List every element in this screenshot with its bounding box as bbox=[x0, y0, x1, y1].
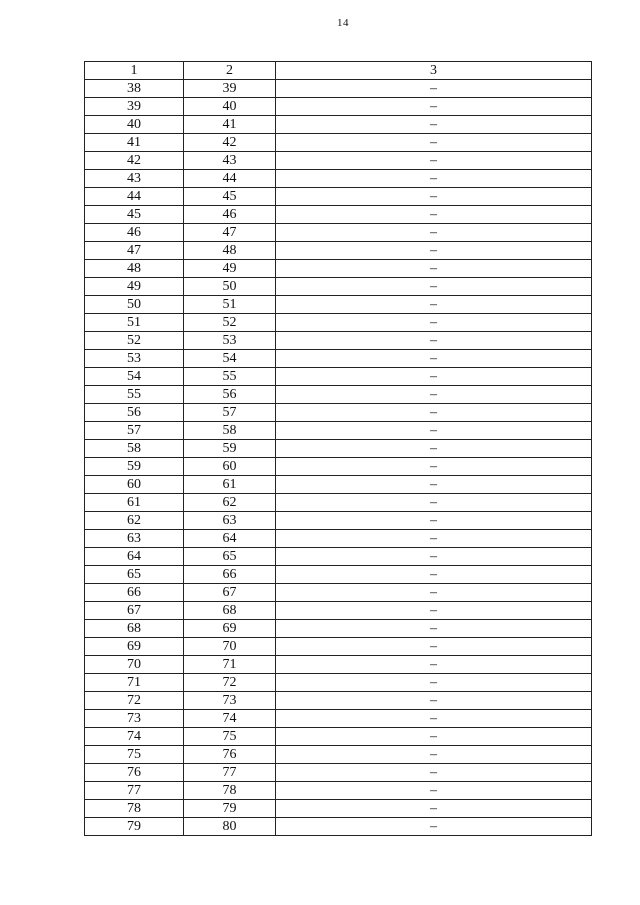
table-cell-col3: – bbox=[276, 98, 592, 116]
table-cell-col1: 71 bbox=[85, 674, 184, 692]
table-row bbox=[85, 350, 592, 368]
table-cell-col2: 80 bbox=[184, 818, 276, 836]
table-cell-col1: 63 bbox=[85, 530, 184, 548]
table-cell-col3: – bbox=[276, 548, 592, 566]
table-cell-col1: 47 bbox=[85, 242, 184, 260]
table-cell-col3: – bbox=[276, 116, 592, 134]
table-cell-col2: 74 bbox=[184, 710, 276, 728]
table-cell-col1: 38 bbox=[85, 80, 184, 98]
table-row bbox=[85, 800, 592, 818]
table-row bbox=[85, 566, 592, 584]
table-cell-col1: 41 bbox=[85, 134, 184, 152]
table-cell-col2: 76 bbox=[184, 746, 276, 764]
table-cell-col3: – bbox=[276, 710, 592, 728]
table-cell-col3: – bbox=[276, 602, 592, 620]
table-cell-col2: 64 bbox=[184, 530, 276, 548]
table-cell-col3: – bbox=[276, 206, 592, 224]
table-cell-col3: – bbox=[276, 530, 592, 548]
table-row bbox=[85, 422, 592, 440]
table-cell-col1: 57 bbox=[85, 422, 184, 440]
table-cell-col1: 62 bbox=[85, 512, 184, 530]
table-cell-col3: – bbox=[276, 494, 592, 512]
table-cell-col2: 67 bbox=[184, 584, 276, 602]
table-cell-col2: 49 bbox=[184, 260, 276, 278]
table-row bbox=[85, 404, 592, 422]
table-cell-col2: 69 bbox=[184, 620, 276, 638]
table-cell-col3: – bbox=[276, 314, 592, 332]
table-cell-col2: 63 bbox=[184, 512, 276, 530]
table-row bbox=[85, 818, 592, 836]
table-cell-col2: 40 bbox=[184, 98, 276, 116]
table-cell-col2: 70 bbox=[184, 638, 276, 656]
table-row bbox=[85, 170, 592, 188]
table-cell-col3: – bbox=[276, 260, 592, 278]
table-cell-col3: – bbox=[276, 440, 592, 458]
table-cell-col3: – bbox=[276, 764, 592, 782]
table-header-row bbox=[85, 62, 592, 80]
table-cell-col1: 78 bbox=[85, 800, 184, 818]
table-row bbox=[85, 440, 592, 458]
table-cell-col3: – bbox=[276, 512, 592, 530]
table-cell-col3: – bbox=[276, 332, 592, 350]
table-cell-col2: 54 bbox=[184, 350, 276, 368]
table-row bbox=[85, 368, 592, 386]
table-cell-col1: 73 bbox=[85, 710, 184, 728]
table-row bbox=[85, 692, 592, 710]
table-cell-col2: 78 bbox=[184, 782, 276, 800]
table-cell-col1: 79 bbox=[85, 818, 184, 836]
table-row bbox=[85, 494, 592, 512]
table-cell-col1: 52 bbox=[85, 332, 184, 350]
table-cell-col1: 45 bbox=[85, 206, 184, 224]
table-cell-col2: 71 bbox=[184, 656, 276, 674]
table-cell-col1: 65 bbox=[85, 566, 184, 584]
table-cell-col3: – bbox=[276, 782, 592, 800]
table-cell-col3: – bbox=[276, 404, 592, 422]
table-cell-col1: 56 bbox=[85, 404, 184, 422]
table-cell-col3: – bbox=[276, 242, 592, 260]
table-row bbox=[85, 674, 592, 692]
table-cell-col1: 76 bbox=[85, 764, 184, 782]
table-cell-col2: 65 bbox=[184, 548, 276, 566]
table-cell-col2: 62 bbox=[184, 494, 276, 512]
table-cell-col2: 46 bbox=[184, 206, 276, 224]
table-cell-col2: 59 bbox=[184, 440, 276, 458]
table-row bbox=[85, 638, 592, 656]
table-cell-col3: – bbox=[276, 458, 592, 476]
table-row bbox=[85, 512, 592, 530]
table-cell-col2: 68 bbox=[184, 602, 276, 620]
table-cell-col3: – bbox=[276, 584, 592, 602]
table-row bbox=[85, 728, 592, 746]
table-cell-col1: 40 bbox=[85, 116, 184, 134]
column-header-2: 2 bbox=[184, 62, 276, 80]
table-row bbox=[85, 656, 592, 674]
table-cell-col1: 48 bbox=[85, 260, 184, 278]
table-row bbox=[85, 152, 592, 170]
table-cell-col1: 72 bbox=[85, 692, 184, 710]
table-cell-col3: – bbox=[276, 278, 592, 296]
table-cell-col2: 57 bbox=[184, 404, 276, 422]
table-cell-col3: – bbox=[276, 350, 592, 368]
table-cell-col1: 54 bbox=[85, 368, 184, 386]
table-body bbox=[85, 62, 592, 836]
table-cell-col1: 42 bbox=[85, 152, 184, 170]
table-row bbox=[85, 188, 592, 206]
table-cell-col2: 75 bbox=[184, 728, 276, 746]
table-cell-col1: 43 bbox=[85, 170, 184, 188]
table-cell-col1: 61 bbox=[85, 494, 184, 512]
table-cell-col2: 43 bbox=[184, 152, 276, 170]
table-cell-col3: – bbox=[276, 170, 592, 188]
table-row bbox=[85, 296, 592, 314]
table-cell-col1: 53 bbox=[85, 350, 184, 368]
table-cell-col1: 60 bbox=[85, 476, 184, 494]
table-row bbox=[85, 548, 592, 566]
table-row bbox=[85, 476, 592, 494]
table-cell-col3: – bbox=[276, 818, 592, 836]
table-cell-col1: 55 bbox=[85, 386, 184, 404]
table-cell-col2: 51 bbox=[184, 296, 276, 314]
table-cell-col2: 55 bbox=[184, 368, 276, 386]
table-row bbox=[85, 386, 592, 404]
table-cell-col3: – bbox=[276, 80, 592, 98]
table-row bbox=[85, 206, 592, 224]
table-row bbox=[85, 134, 592, 152]
table-row bbox=[85, 530, 592, 548]
table-cell-col1: 49 bbox=[85, 278, 184, 296]
table-cell-col3: – bbox=[276, 656, 592, 674]
table-cell-col3: – bbox=[276, 188, 592, 206]
table-cell-col3: – bbox=[276, 746, 592, 764]
table-cell-col2: 44 bbox=[184, 170, 276, 188]
table-cell-col1: 67 bbox=[85, 602, 184, 620]
table-cell-col2: 48 bbox=[184, 242, 276, 260]
table-cell-col2: 45 bbox=[184, 188, 276, 206]
table-cell-col3: – bbox=[276, 692, 592, 710]
table-cell-col1: 51 bbox=[85, 314, 184, 332]
table-cell-col1: 70 bbox=[85, 656, 184, 674]
table-row bbox=[85, 116, 592, 134]
table-cell-col1: 44 bbox=[85, 188, 184, 206]
table-cell-col3: – bbox=[276, 728, 592, 746]
table-cell-col1: 39 bbox=[85, 98, 184, 116]
table-row bbox=[85, 584, 592, 602]
table-cell-col2: 56 bbox=[184, 386, 276, 404]
column-header-3: 3 bbox=[276, 62, 592, 80]
table-cell-col1: 59 bbox=[85, 458, 184, 476]
table-cell-col1: 75 bbox=[85, 746, 184, 764]
table-cell-col2: 72 bbox=[184, 674, 276, 692]
table-cell-col3: – bbox=[276, 368, 592, 386]
table-cell-col2: 73 bbox=[184, 692, 276, 710]
table-cell-col3: – bbox=[276, 386, 592, 404]
table-cell-col3: – bbox=[276, 638, 592, 656]
table-row bbox=[85, 620, 592, 638]
table-row bbox=[85, 602, 592, 620]
table-cell-col2: 77 bbox=[184, 764, 276, 782]
table-cell-col1: 50 bbox=[85, 296, 184, 314]
table-cell-col1: 58 bbox=[85, 440, 184, 458]
table-row bbox=[85, 260, 592, 278]
page-number: 14 bbox=[337, 17, 349, 29]
table-cell-col2: 60 bbox=[184, 458, 276, 476]
table-cell-col3: – bbox=[276, 134, 592, 152]
table-cell-col3: – bbox=[276, 800, 592, 818]
table-row bbox=[85, 242, 592, 260]
column-header-1: 1 bbox=[85, 62, 184, 80]
table-row bbox=[85, 764, 592, 782]
table-cell-col1: 77 bbox=[85, 782, 184, 800]
table-row bbox=[85, 98, 592, 116]
table-cell-col1: 64 bbox=[85, 548, 184, 566]
table-cell-col1: 69 bbox=[85, 638, 184, 656]
table-row bbox=[85, 746, 592, 764]
table-cell-col2: 53 bbox=[184, 332, 276, 350]
table-cell-col3: – bbox=[276, 422, 592, 440]
table-cell-col3: – bbox=[276, 566, 592, 584]
table-cell-col2: 42 bbox=[184, 134, 276, 152]
table-cell-col3: – bbox=[276, 224, 592, 242]
table-cell-col2: 39 bbox=[184, 80, 276, 98]
table-row bbox=[85, 224, 592, 242]
table-cell-col2: 50 bbox=[184, 278, 276, 296]
table-cell-col3: – bbox=[276, 674, 592, 692]
table-cell-col2: 41 bbox=[184, 116, 276, 134]
table-row bbox=[85, 710, 592, 728]
table-row bbox=[85, 80, 592, 98]
table-row bbox=[85, 458, 592, 476]
table-cell-col2: 52 bbox=[184, 314, 276, 332]
table-row bbox=[85, 278, 592, 296]
table-cell-col3: – bbox=[276, 152, 592, 170]
table-cell-col1: 68 bbox=[85, 620, 184, 638]
table-cell-col2: 66 bbox=[184, 566, 276, 584]
table-cell-col1: 46 bbox=[85, 224, 184, 242]
table-cell-col2: 58 bbox=[184, 422, 276, 440]
table-row bbox=[85, 314, 592, 332]
table-cell-col3: – bbox=[276, 296, 592, 314]
table-cell-col1: 66 bbox=[85, 584, 184, 602]
table-cell-col2: 61 bbox=[184, 476, 276, 494]
table-cell-col3: – bbox=[276, 476, 592, 494]
table-cell-col2: 79 bbox=[184, 800, 276, 818]
table-cell-col2: 47 bbox=[184, 224, 276, 242]
data-table bbox=[84, 61, 592, 836]
table-row bbox=[85, 782, 592, 800]
table-cell-col3: – bbox=[276, 620, 592, 638]
table-cell-col1: 74 bbox=[85, 728, 184, 746]
table-row bbox=[85, 332, 592, 350]
